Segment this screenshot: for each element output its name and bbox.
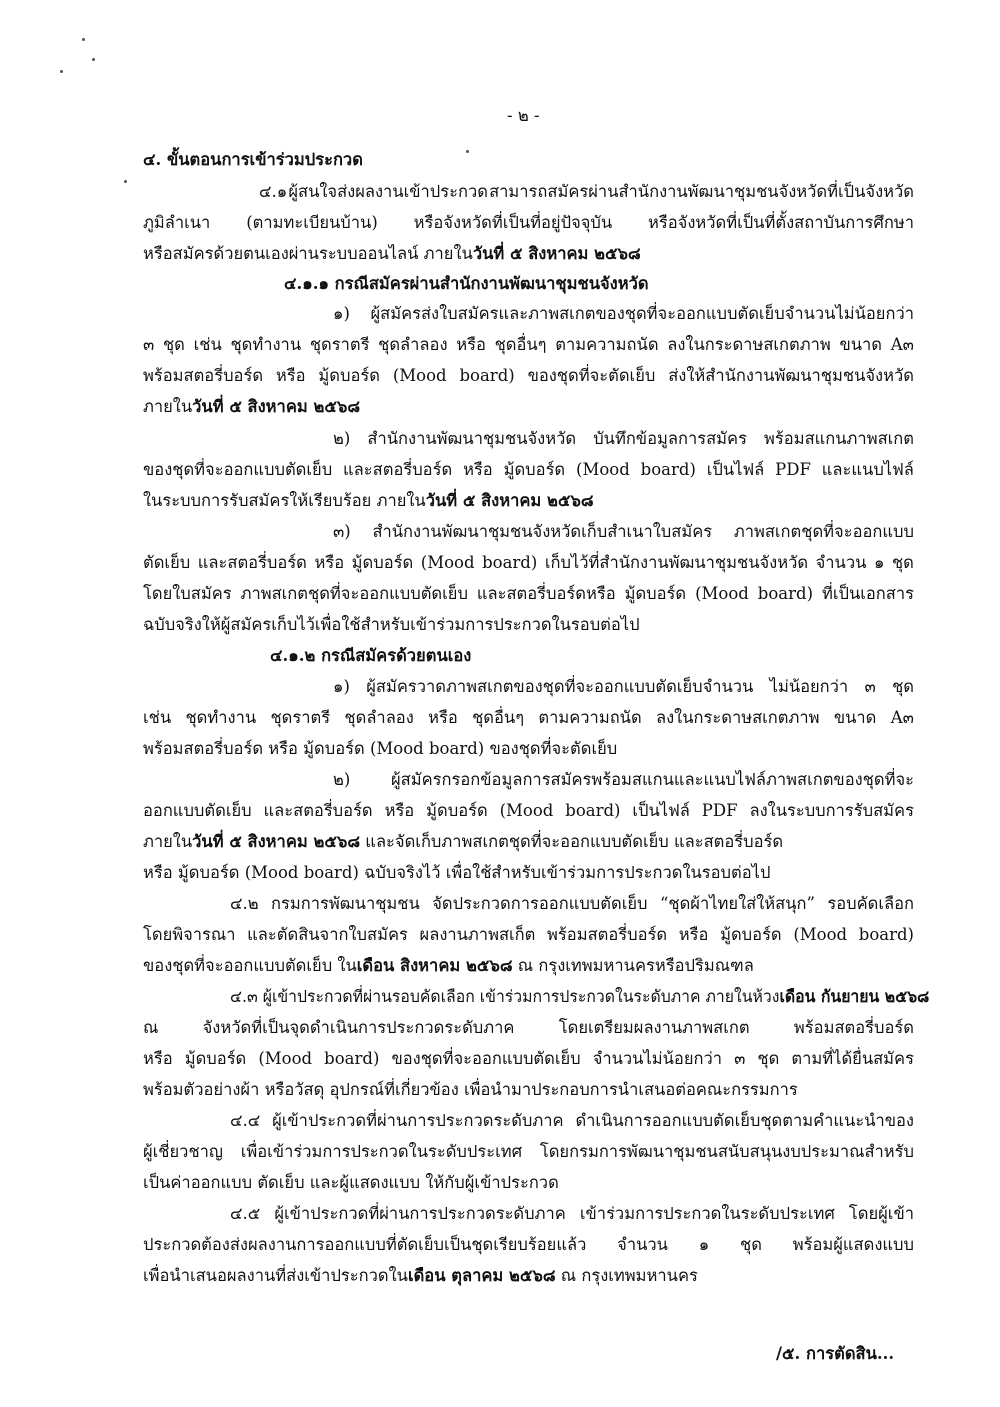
p43-line2: ณ จังหวัดที่เป็นจุดดำเนินการประกวดระดับภาค โดยเตรียมผลงานภาพสเกต พร้อมสตอรี่บอร์ด — [143, 1018, 914, 1037]
p411-item3-line1: ๓) สำนักงานพัฒนาชุมชนจังหวัดเก็บสำเนาใบสมัคร ภาพสเกตชุดที่จะออกแบบ — [333, 522, 914, 541]
p42-line3: ของชุดที่จะออกแบบตัดเย็บ ในเดือน สิงหาคม ๒๕๖๘ ณ กรุงเทพมหานครหรือปริมณฑล — [143, 956, 754, 975]
p45-line3: เพื่อนำเสนอผลงานที่ส่งเข้าประกวดในเดือน ตุลาคม ๒๕๖๘ ณ กรุงเทพมหานคร — [143, 1266, 698, 1285]
scan-speck — [92, 58, 95, 61]
p411-item3-line3: โดยใบสมัคร ภาพสเกตชุดที่จะออกแบบตัดเย็บ และสตอรี่บอร์ดหรือ มู้ดบอร์ด (Mood board) ที่เป็นเอกสาร — [143, 584, 914, 603]
scan-speck — [60, 70, 63, 73]
page-number: - ๒ - — [507, 106, 540, 125]
p412-item2-line3: ภายในวันที่ ๕ สิงหาคม ๒๕๖๘ และจัดเก็บภาพสเกตชุดที่จะออกแบบตัดเย็บ และสตอรี่บอร์ด — [143, 832, 784, 851]
p44-line2: ผู้เชี่ยวชาญ เพื่อเข้าร่วมการประกวดในระดับประเทศ โดยกรมการพัฒนาชุมชนสนับสนุนงบประมาณสำหรับ — [143, 1142, 914, 1161]
p43-line4: พร้อมตัวอย่างผ้า หรือวัสดุ อุปกรณ์ที่เกี่ยวข้อง เพื่อนำมาประกอบการนำเสนอต่อคณะกรรมการ — [143, 1080, 798, 1099]
continuation-note: /๕. การตัดสิน... — [776, 1344, 895, 1363]
p42-line1: ๔.๒ กรมการพัฒนาชุมชน จัดประกวดการออกแบบตัดเย็บ “ชุดผ้าไทยใส่ให้สนุก” รอบคัดเลือก — [230, 894, 914, 913]
p412-item2-line4: หรือ มู้ดบอร์ด (Mood board) ฉบับจริงไว้ เพื่อใช้สำหรับเข้าร่วมการประกวดในรอบต่อไป — [143, 863, 771, 882]
p41-line2: ภูมิลำเนา (ตามทะเบียนบ้าน) หรือจังหวัดที่เป็นที่อยู่ปัจจุบัน หรือจังหวัดที่เป็นที่ตั้งสถาบันการศึกษา — [143, 213, 914, 232]
p44-line1: ๔.๔ ผู้เข้าประกวดที่ผ่านการประกวดระดับภาค ดำเนินการออกแบบตัดเย็บชุดตามคำแนะนำของ — [230, 1111, 914, 1130]
scan-speck — [466, 150, 469, 153]
p41-line1: ๔.๑ ผู้สนใจส่งผลงานเข้าประกวด สามารถสมัครผ่านสำนักงานพัฒนาชุมชนจังหวัดที่เป็นจังหวัด — [259, 182, 914, 201]
p412-item1-line3: พร้อมสตอรี่บอร์ด หรือ มู้ดบอร์ด (Mood board) ของชุดที่จะตัดเย็บ — [143, 739, 618, 758]
p45-line1: ๔.๕ ผู้เข้าประกวดที่ผ่านการประกวดระดับภาค เข้าร่วมการประกวดในระดับประเทศ โดยผู้เข้า — [230, 1204, 914, 1223]
p41-line3: หรือสมัครด้วยตนเองผ่านระบบออนไลน์ ภายในวันที่ ๕ สิงหาคม ๒๕๖๘ — [143, 244, 641, 263]
p411-item1-line3: พร้อมสตอรี่บอร์ด หรือ มู้ดบอร์ด (Mood board) ของชุดที่จะตัดเย็บ ส่งให้สำนักงานพัฒนาชุมชนจังหวัด — [143, 366, 914, 385]
p43-line3: หรือ มู้ดบอร์ด (Mood board) ของชุดที่จะออกแบบตัดเย็บ จำนวนไม่น้อยกว่า ๓ ชุด ตามที่ได้ยื่นสมัคร — [143, 1049, 914, 1068]
subsection-412-heading: ๔.๑.๒ กรณีสมัครด้วยตนเอง — [270, 646, 472, 665]
p412-item2-line2: ออกแบบตัดเย็บ และสตอรี่บอร์ด หรือ มู้ดบอร์ด (Mood board) เป็นไฟล์ PDF ลงในระบบการรับสมัคร — [143, 801, 914, 820]
p43-line1: ๔.๓ ผู้เข้าประกวดที่ผ่านรอบคัดเลือก เข้าร่วมการประกวดในระดับภาค ภายในห้วงเดือน กันยายน ๒๕๖๘ — [230, 987, 930, 1006]
p411-item2-line3: ในระบบการรับสมัครให้เรียบร้อย ภายในวันที่ ๕ สิงหาคม ๒๕๖๘ — [143, 491, 594, 510]
section-4-heading: ๔. ขั้นตอนการเข้าร่วมประกวด — [143, 150, 363, 169]
p45-line2: ประกวดต้องส่งผลงานการออกแบบที่ตัดเย็บเป็นชุดเรียบร้อยแล้ว จำนวน ๑ ชุด พร้อมผู้แสดงแบบ — [143, 1235, 914, 1254]
scan-speck — [82, 38, 85, 41]
p412-item1-line2: เช่น ชุดทำงาน ชุดราตรี ชุดลำลอง หรือ ชุดอื่นๆ ตามความถนัด ลงในกระดาษสเกตภาพ ขนาด A๓ — [143, 708, 914, 727]
scan-speck — [124, 180, 127, 183]
p411-item3-line2: ตัดเย็บ และสตอรี่บอร์ด หรือ มู้ดบอร์ด (Mood board) เก็บไว้ที่สำนักงานพัฒนาชุมชนจังหวัด จำนวน ๑ ชุด — [143, 553, 914, 572]
p411-item2-line2: ของชุดที่จะออกแบบตัดเย็บ และสตอรี่บอร์ด หรือ มู้ดบอร์ด (Mood board) เป็นไฟล์ PDF และแนบไฟล์ — [143, 460, 914, 479]
p44-line3: เป็นค่าออกแบบ ตัดเย็บ และผู้แสดงแบบ ให้กับผู้เข้าประกวด — [143, 1173, 559, 1192]
subsection-411-heading: ๔.๑.๑ กรณีสมัครผ่านสำนักงานพัฒนาชุมชนจังหวัด — [284, 274, 649, 293]
p411-item1-line2: ๓ ชุด เช่น ชุดทำงาน ชุดราตรี ชุดลำลอง หรือ ชุดอื่นๆ ตามความถนัด ลงในกระดาษสเกตภาพ ขนาด A๓ — [143, 335, 914, 354]
p412-item2-line1: ๒) ผู้สมัครกรอกข้อมูลการสมัครพร้อมสแกนและแนบไฟล์ภาพสเกตของชุดที่จะ — [333, 770, 914, 789]
p411-item2-line1: ๒) สำนักงานพัฒนาชุมชนจังหวัด บันทึกข้อมูลการสมัคร พร้อมสแกนภาพสเกต — [333, 429, 914, 448]
p411-item1-line1: ๑) ผู้สมัครส่งใบสมัครและภาพสเกตของชุดที่จะออกแบบตัดเย็บจำนวนไม่น้อยกว่า — [333, 304, 914, 323]
p412-item1-line1: ๑) ผู้สมัครวาดภาพสเกตของชุดที่จะออกแบบตัดเย็บจำนวน ไม่น้อยกว่า ๓ ชุด — [333, 677, 914, 696]
p411-item1-line4: ภายในวันที่ ๕ สิงหาคม ๒๕๖๘ — [143, 397, 361, 416]
p411-item3-line4: ฉบับจริงให้ผู้สมัครเก็บไว้เพื่อใช้สำหรับเข้าร่วมการประกวดในรอบต่อไป — [143, 615, 640, 634]
p42-line2: โดยพิจารณา และตัดสินจากใบสมัคร ผลงานภาพสเก็ต พร้อมสตอรี่บอร์ด หรือ มู้ดบอร์ด (Mood board) — [143, 925, 914, 944]
